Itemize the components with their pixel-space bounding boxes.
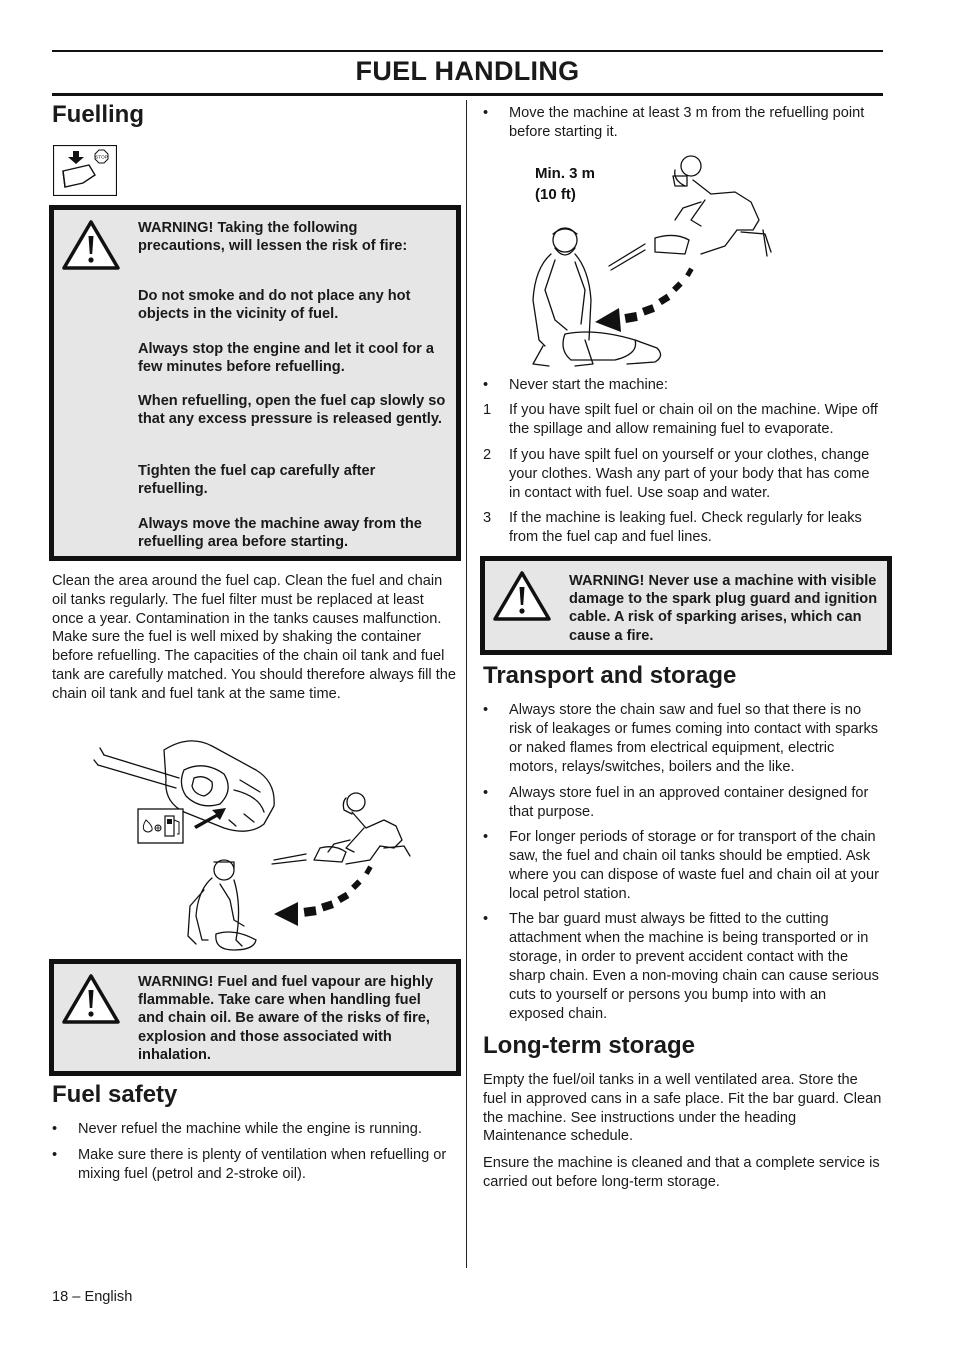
flammable-warning (49, 959, 461, 1076)
list-item: • Make sure there is plenty of ventilation when refuelling or mixing fuel (petrol and 2-stroke oil). (52, 1147, 447, 1182)
list-item: • Always store fuel in an approved container designed for that purpose. (483, 785, 869, 820)
longterm-paragraph: Ensure the machine is cleaned and that a complete service is carried out before long-term storage. (483, 1155, 880, 1190)
list-item: • For longer periods of storage or for transport of the chain saw, the fuel and chain oil tanks should be emptied. Ask where you can dispose of waste fuel and chain oil at your local petrol station. (483, 829, 879, 902)
column-divider (466, 100, 467, 1268)
numbered-item: 1 If you have spilt fuel or chain oil on the machine. Wipe off the spillage and allow remaining fuel to evaporate. (483, 402, 878, 437)
stop-engine-icon (53, 145, 117, 196)
fuel-safety-heading: Fuel safety (52, 1081, 178, 1108)
warning-lead: WARNING! Taking the following precautions, will lessen the risk of fire: (138, 220, 408, 255)
page-title: FUEL HANDLING (355, 56, 580, 86)
warning-triangle-icon (491, 569, 553, 623)
longterm-heading: Long-term storage (483, 1032, 696, 1059)
warning-item: Always move the machine away from the refuelling area before starting. (138, 516, 422, 551)
warning-text: WARNING! Never use a machine with visible damage to the spark plug guard and ignition cable. A risk of sparking arises, which can cause a fire. (569, 573, 878, 644)
warning-triangle-icon (60, 972, 122, 1026)
distance-illustration (515, 150, 827, 372)
warning-item: When refuelling, open the fuel cap slowly so that any excess pressure is released gently. (138, 393, 446, 428)
fire-precautions-warning (49, 205, 461, 561)
list-item: • Always store the chain saw and fuel so that there is no risk of leakages or fumes coming into contact with sparks or naked flames from electrical equipment, electric motors, relays/switches, boilers and the like. (483, 702, 879, 775)
page-footer: 18 – English (52, 1289, 133, 1305)
warning-item: Always stop the engine and let it cool for a few minutes before refuelling. (138, 341, 434, 376)
fuelling-heading: Fuelling (52, 101, 144, 128)
header-rule-top (52, 50, 883, 52)
spark-plug-warning (480, 556, 892, 655)
header-rule-bottom (52, 93, 883, 96)
warning-text: WARNING! Fuel and fuel vapour are highly flammable. Take care when handling fuel and chain oil. Be aware of the risks of fire, explosion and those associated with inhalation. (138, 974, 434, 1063)
warning-item: Do not smoke and do not place any hot objects in the vicinity of fuel. (138, 288, 411, 323)
numbered-item: 2 If you have spilt fuel on yourself or your clothes, change your clothes. Wash any part of your body that has come in contact with fuel. Use soap and water. (483, 447, 870, 501)
stop-badge: STOP (95, 154, 108, 160)
warning-item: Tighten the fuel cap carefully after refuelling. (138, 463, 376, 498)
transport-heading: Transport and storage (483, 662, 737, 689)
list-item: • Move the machine at least 3 m from the refuelling point before starting it. (483, 105, 865, 140)
distance-label: (10 ft) (535, 186, 576, 203)
numbered-item: 3 If the machine is leaking fuel. Check regularly for leaks from the fuel cap and fuel lines. (483, 510, 862, 545)
distance-label: Min. 3 m (535, 165, 596, 182)
longterm-paragraph: Empty the fuel/oil tanks in a well ventilated area. Store the fuel in approved cans in a safe place. Fit the bar guard. Clean the machine. See instructions under the heading Maintenance schedule. (483, 1072, 882, 1145)
fuelling-paragraph: Clean the area around the fuel cap. Clean the fuel and chain oil tanks regularly. The fuel filter must be replaced at least once a year. Contamination in the tanks causes malfunction. Make sure the fuel is well mixed by shaking the container before refuelling. The capacities of the chain oil tank and fuel tank are carefully matched. You should therefore always fill the chain oil tank and fuel tank at the same time. (52, 573, 456, 702)
list-item: • Never start the machine: (483, 377, 668, 393)
list-item: • Never refuel the machine while the engine is running. (52, 1121, 422, 1137)
warning-triangle-icon (60, 218, 122, 272)
refuelling-illustration (84, 730, 414, 955)
list-item: • The bar guard must always be fitted to the cutting attachment when the machine is being transported or in storage, in order to prevent accident contact with the sharp chain. Even a non-moving chain can cause serious cuts to yourself or persons you bump into with an exposed chain. (483, 911, 879, 1022)
